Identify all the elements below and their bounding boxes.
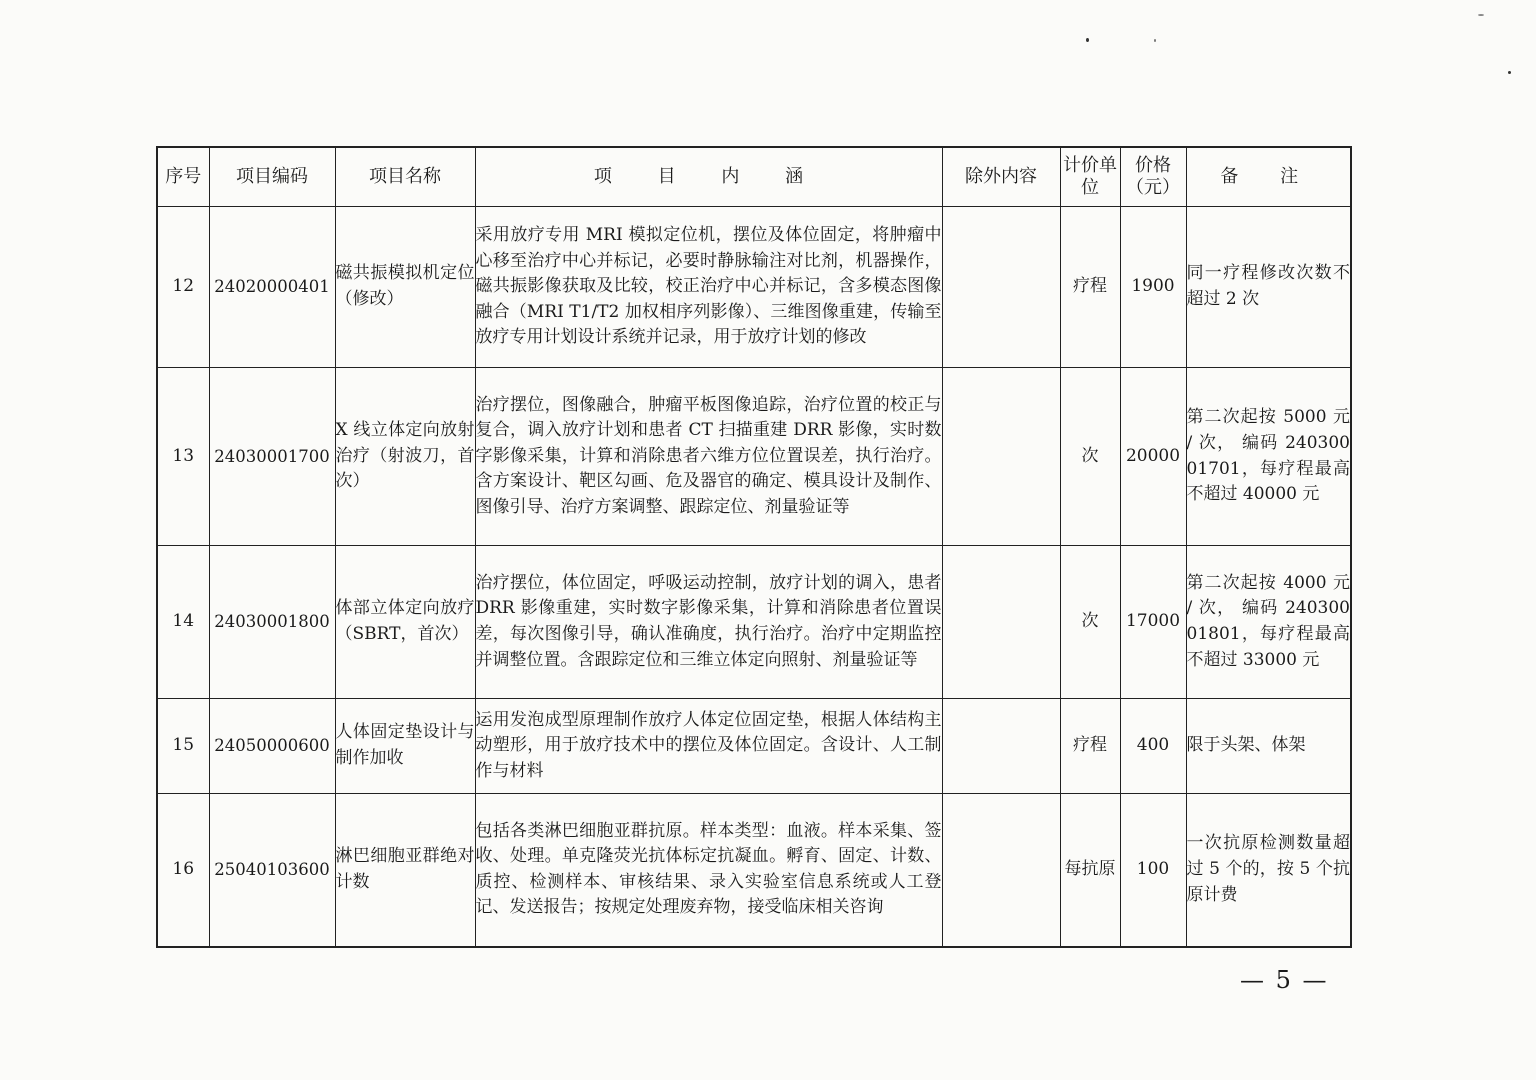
- fee-table: [156, 146, 1352, 948]
- header-code: 项目编码: [209, 147, 335, 207]
- cell-code: 24020000401: [209, 207, 335, 368]
- cell-content-text: 治疗摆位，图像融合，肿瘤平板图像追踪，治疗位置的校正与复合，调入放疗计划和患者 CT 扫描重建 DRR 影像，实时数字影像采集，计算和消除患者六维方位位置误差，执行治疗。含方案设计、靶区勾画、危及器官的确定、模具设计及制作、图像引导、治疗方案调整、跟踪定位、剂量验证等: [475, 394, 942, 517]
- cell-price: 100: [1120, 794, 1186, 947]
- cell-code: 25040103600: [209, 794, 335, 947]
- cell-content-text: 运用发泡成型原理制作放疗人体定位固定垫，根据人体结构主动塑形，用于放疗技术中的摆位及体位固定。含设计、人工制作与材料: [475, 709, 942, 781]
- header-excluded: 除外内容: [942, 147, 1060, 207]
- table-row: [157, 699, 1351, 794]
- cell-content-text: 包括各类淋巴细胞亚群抗原。样本类型：血液。样本采集、签收、处理。单克隆荧光抗体标定抗凝血。孵育、固定、计数、质控、检测样本、审核结果、录入实验室信息系统或人工登记、发送报告；按规定处理废弃物，接受临床相关咨询: [475, 820, 942, 918]
- scan-speck: [1478, 14, 1484, 16]
- cell-excluded: [942, 794, 1060, 947]
- cell-remark: [1186, 368, 1351, 546]
- table-row: [157, 207, 1351, 368]
- cell-remark-text: 第二次起按 5000 元 / 次， 编码 24030001701，每疗程最高不超过 40000 元: [1186, 407, 1350, 505]
- page-number: — 5 —: [1240, 966, 1329, 994]
- cell-price: 400: [1120, 699, 1186, 794]
- cell-name-text: 人体固定垫设计与制作加收: [335, 722, 475, 768]
- table-header: [157, 147, 1351, 207]
- cell-no: 15: [157, 699, 209, 794]
- cell-price: 1900: [1120, 207, 1186, 368]
- cell-unit: 次: [1060, 368, 1120, 546]
- cell-code: 24030001800: [209, 546, 335, 699]
- cell-name-text: 磁共振模拟机定位（修改）: [335, 263, 475, 309]
- cell-price: 17000: [1120, 546, 1186, 699]
- cell-remark: [1186, 546, 1351, 699]
- cell-remark: [1186, 207, 1351, 368]
- cell-remark-text: 第二次起按 4000 元 / 次， 编码 24030001801，每疗程最高不超过 33000 元: [1186, 572, 1350, 670]
- cell-name-text: 淋巴细胞亚群绝对计数: [335, 846, 475, 892]
- cell-content: [475, 207, 942, 368]
- cell-content: [475, 699, 942, 794]
- cell-excluded: [942, 368, 1060, 546]
- table-row: [157, 794, 1351, 947]
- scan-speck: [1154, 39, 1156, 42]
- cell-code: 24050000600: [209, 699, 335, 794]
- cell-price: 20000: [1120, 368, 1186, 546]
- cell-content: [475, 368, 942, 546]
- cell-no: 16: [157, 794, 209, 947]
- cell-unit: 疗程: [1060, 207, 1120, 368]
- cell-remark-text: 一次抗原检测数量超过 5 个的，按 5 个抗原计费: [1186, 833, 1350, 905]
- cell-name: [335, 699, 475, 794]
- cell-content: [475, 546, 942, 699]
- cell-unit: 疗程: [1060, 699, 1120, 794]
- scan-speck: [1508, 71, 1511, 74]
- cell-remark-text: 同一疗程修改次数不超过 2 次: [1186, 263, 1350, 309]
- header-row: [157, 147, 1351, 207]
- cell-remark-text: 限于头架、体架: [1186, 735, 1306, 756]
- cell-content: [475, 794, 942, 947]
- cell-code: 24030001700: [209, 368, 335, 546]
- cell-name-text: X 线立体定向放射治疗（射波刀，首次）: [335, 420, 475, 492]
- cell-content-text: 采用放疗专用 MRI 模拟定位机，摆位及体位固定，将肿瘤中心移至治疗中心并标记，必要时静脉输注对比剂，机器操作，磁共振影像获取及比较，校正治疗中心并标记，含多模态图像融合（MRI T1/T2 加权相序列影像）、三维图像重建，传输至放疗专用计划设计系统并记录，用于放疗计划的修改: [475, 225, 942, 348]
- cell-excluded: [942, 207, 1060, 368]
- cell-excluded: [942, 699, 1060, 794]
- cell-name: [335, 207, 475, 368]
- scan-speck: [1086, 38, 1089, 42]
- header-content: 项 目 内 涵: [475, 147, 942, 207]
- cell-unit: 次: [1060, 546, 1120, 699]
- cell-name: [335, 546, 475, 699]
- cell-content-text: 治疗摆位，体位固定，呼吸运动控制，放疗计划的调入，患者 DRR 影像重建，实时数字影像采集，计算和消除患者位置误差，每次图像引导，确认准确度，执行治疗。治疗中定期监控并调整位置。含跟踪定位和三维立体定向照射、剂量验证等: [475, 572, 942, 670]
- cell-remark: [1186, 699, 1351, 794]
- cell-no: 12: [157, 207, 209, 368]
- table-row: [157, 546, 1351, 699]
- table-row: [157, 368, 1351, 546]
- cell-no: 14: [157, 546, 209, 699]
- cell-remark: [1186, 794, 1351, 947]
- cell-name-text: 体部立体定向放疗（SBRT，首次）: [335, 598, 475, 644]
- cell-name: [335, 368, 475, 546]
- header-price: 价格（元）: [1120, 147, 1186, 207]
- cell-no: 13: [157, 368, 209, 546]
- cell-name: [335, 794, 475, 947]
- header-name: 项目名称: [335, 147, 475, 207]
- cell-excluded: [942, 546, 1060, 699]
- table-body: [157, 207, 1351, 947]
- header-unit: 计价单位: [1060, 147, 1120, 207]
- header-no: 序号: [157, 147, 209, 207]
- cell-unit: 每抗原: [1060, 794, 1120, 947]
- header-remark: 备 注: [1186, 147, 1351, 207]
